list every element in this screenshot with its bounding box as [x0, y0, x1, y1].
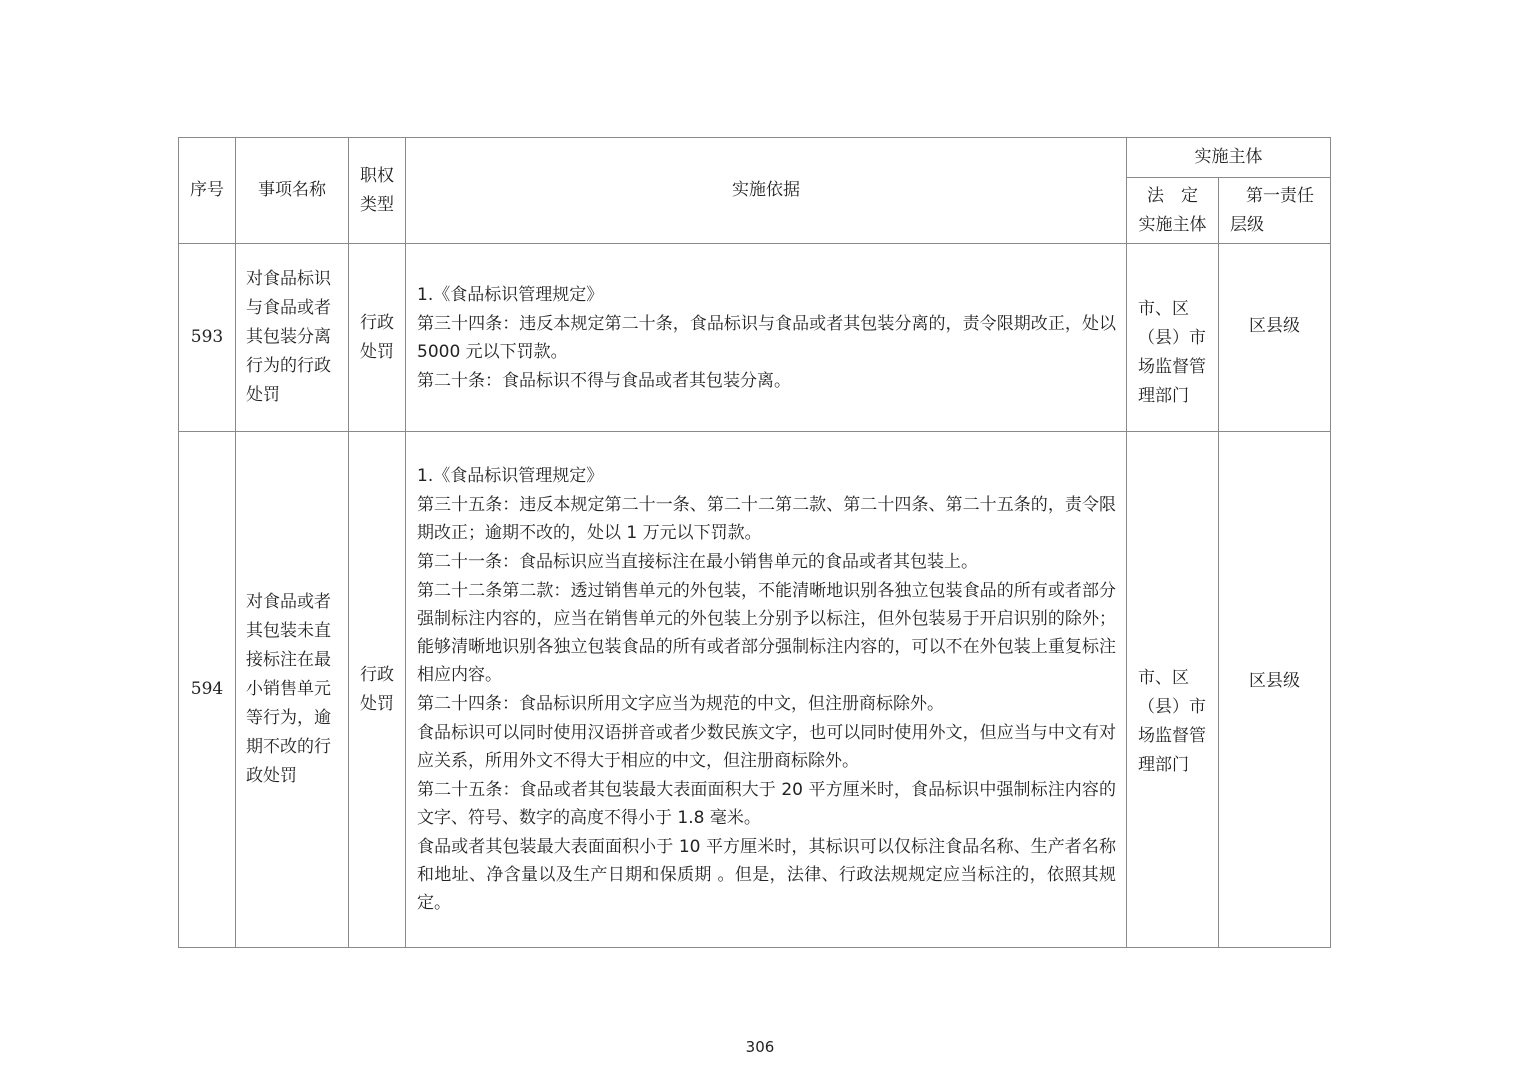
row-seq: 593 [179, 244, 236, 432]
table-row [179, 432, 1331, 948]
row-level: 区县级 [1219, 432, 1331, 948]
basis-paragraph: 1.《食品标识管理规定》 [417, 284, 604, 305]
basis-paragraph: 第二十一条：食品标识应当直接标注在最小销售单元的食品或者其包装上。 [417, 552, 978, 572]
row-name-text: 对食品或者其包装未直接标注在最小销售单元等行为，逾期不改的行政处罚 [246, 592, 331, 786]
row-basis [406, 432, 1127, 948]
row-name-text: 对食品标识与食品或者其包装分离行为的行政处罚 [246, 269, 331, 405]
basis-paragraph: 1.《食品标识管理规定》 [417, 466, 604, 486]
header-seq: 序号 [179, 138, 236, 244]
row-subject [1127, 244, 1219, 432]
row-type-text: 行政处罚 [360, 312, 394, 362]
matters-table [178, 137, 1331, 948]
row-name [236, 432, 349, 948]
row-seq: 594 [179, 432, 236, 948]
basis-paragraph: 食品或者其包装最大表面面积小于 10 平方厘米时，其标识可以仅标注食品名称、生产者名称和地址、净含量以及生产日期和保质期 。但是，法律、行政法规规定应当标注的，依照其规定。 [417, 837, 1116, 913]
header-level-line1: 第一责任 [1246, 185, 1314, 206]
header-first-level [1219, 178, 1331, 244]
basis-paragraph: 食品标识可以同时使用汉语拼音或者少数民族文字，也可以同时使用外文，但应当与中文有对应关系，所用外文不得大于相应的中文，但注册商标除外。 [417, 723, 1116, 771]
row-subject [1127, 432, 1219, 948]
basis-paragraph: 第三十四条：违反本规定第二十条，食品标识与食品或者其包装分离的，责令限期改正，处以 5000 元以下罚款。 [417, 313, 1116, 362]
basis-paragraph: 第二十条：食品标识不得与食品或者其包装分离。 [417, 370, 791, 391]
row-type [349, 432, 406, 948]
basis-paragraph: 第二十二条第二款：透过销售单元的外包装，不能清晰地识别各独立包装食品的所有或者部分强制标注内容的，应当在销售单元的外包装上分别予以标注，但外包装易于开启识别的除外；能够清晰地识别各独立包装食品的所有或者部分强制标注内容的，可以不在外包装上重复标注相应内容。 [417, 581, 1116, 685]
header-type-line2: 类型 [360, 194, 394, 215]
header-name: 事项名称 [236, 138, 349, 244]
header-basis: 实施依据 [406, 138, 1127, 244]
header-level-line2: 层级 [1230, 214, 1264, 235]
basis-paragraph: 第二十五条：食品或者其包装最大表面面积大于 20 平方厘米时，食品标识中强制标注内容的文字、符号、数字的高度不得小于 1.8 毫米。 [417, 780, 1116, 828]
row-subject-text: 市、区（县）市场监督管理部门 [1138, 298, 1206, 406]
row-name [236, 244, 349, 432]
row-type-text: 行政处罚 [360, 664, 394, 714]
row-level: 区县级 [1219, 244, 1331, 432]
header-legal-line1: 法 定 [1147, 185, 1198, 206]
page-number: 306 [745, 1038, 775, 1056]
header-legal-subject [1127, 178, 1219, 244]
header-subject: 实施主体 [1127, 138, 1331, 178]
header-type [349, 138, 406, 244]
basis-paragraph: 第二十四条：食品标识所用文字应当为规范的中文，但注册商标除外。 [417, 694, 944, 714]
header-legal-line2: 实施主体 [1138, 214, 1207, 235]
basis-paragraph: 第三十五条：违反本规定第二十一条、第二十二第二款、第二十四条、第二十五条的，责令限期改正；逾期不改的，处以 1 万元以下罚款。 [417, 495, 1116, 543]
table-row [179, 244, 1331, 432]
header-type-line1: 职权 [360, 165, 394, 186]
row-subject-text: 市、区（县）市场监督管理部门 [1138, 667, 1206, 775]
row-type [349, 244, 406, 432]
row-basis [406, 244, 1127, 432]
